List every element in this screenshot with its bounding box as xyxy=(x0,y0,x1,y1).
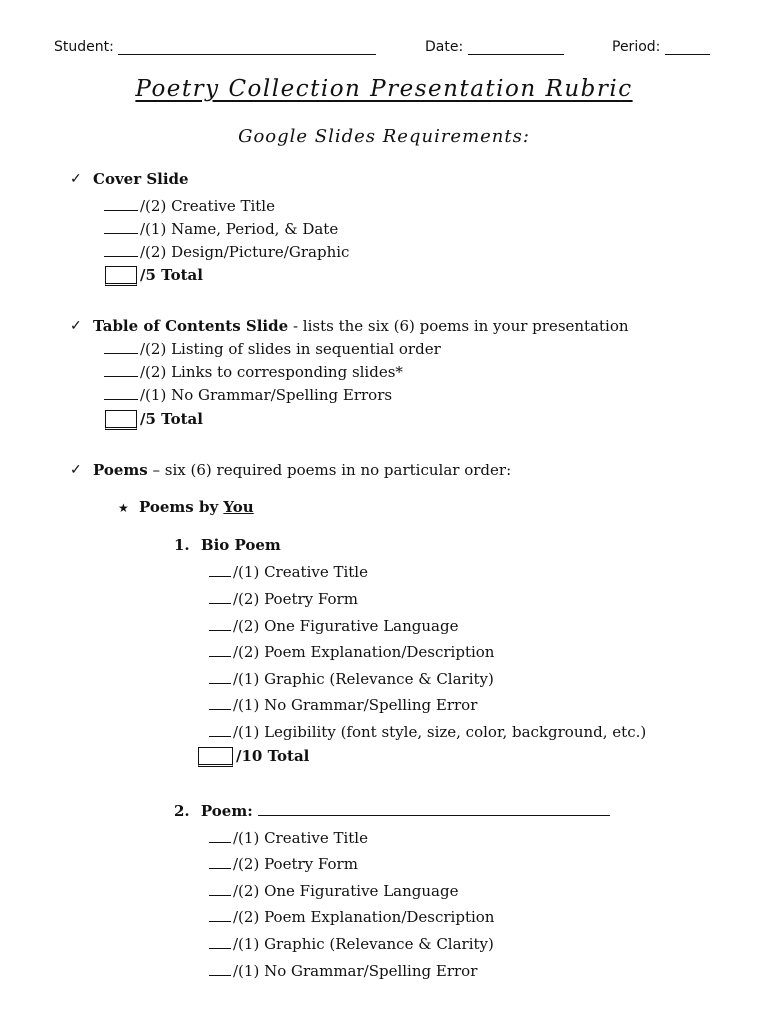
checkmark-icon: ✓ xyxy=(70,171,82,187)
total-text: /5 Total xyxy=(140,266,203,284)
score-blank[interactable] xyxy=(209,643,231,657)
checkmark-icon: ✓ xyxy=(70,318,82,334)
rubric-line-text: /(2) One Figurative Language xyxy=(233,617,459,635)
rubric-line xyxy=(104,243,349,261)
score-blank[interactable] xyxy=(209,962,231,976)
rubric-line-text: /(1) No Grammar/Spelling Errors xyxy=(140,386,393,404)
page-subtitle: Google Slides Requirements: xyxy=(238,126,530,147)
score-blank[interactable] xyxy=(104,363,138,377)
poems-description: – six (6) required poems in no particular order: xyxy=(147,461,512,479)
rubric-line-text: /(2) One Figurative Language xyxy=(233,882,459,900)
cover-slide-heading: Cover Slide xyxy=(93,170,189,188)
rubric-line xyxy=(209,723,646,741)
poem-number: 2. xyxy=(174,802,190,820)
rubric-line xyxy=(209,935,494,953)
rubric-line xyxy=(104,386,392,404)
score-blank[interactable] xyxy=(209,855,231,869)
score-blank[interactable] xyxy=(209,935,231,949)
rubric-line xyxy=(209,670,494,688)
score-blank[interactable] xyxy=(104,340,138,354)
poem-name: Bio Poem xyxy=(200,536,281,554)
rubric-line xyxy=(209,829,368,847)
score-blank[interactable] xyxy=(209,590,231,604)
page-title: Poetry Collection Presentation Rubric xyxy=(135,76,633,102)
rubric-line-text: /(1) No Grammar/Spelling Error xyxy=(233,696,478,714)
poems-heading-line xyxy=(93,461,511,479)
rubric-line xyxy=(104,363,403,381)
score-blank[interactable] xyxy=(209,696,231,710)
student-field[interactable] xyxy=(54,39,376,55)
date-field[interactable] xyxy=(425,39,564,55)
rubric-line xyxy=(209,563,368,581)
rubric-line-text: /(2) Poem Explanation/Description xyxy=(233,908,495,926)
rubric-line-text: /(2) Listing of slides in sequential order xyxy=(140,340,441,358)
rubric-line xyxy=(209,696,477,714)
toc-heading-line xyxy=(93,317,629,335)
checkmark-icon: ✓ xyxy=(70,462,82,478)
rubric-line-text: /(1) No Grammar/Spelling Error xyxy=(233,962,478,980)
toc-heading: Table of Contents Slide xyxy=(93,317,289,335)
total-line xyxy=(198,747,309,767)
total-box[interactable] xyxy=(105,266,137,286)
score-blank[interactable] xyxy=(104,243,138,257)
rubric-line-text: /(2) Poetry Form xyxy=(233,590,358,608)
rubric-line xyxy=(209,590,358,608)
rubric-line xyxy=(209,617,458,635)
rubric-line-text: /(1) Graphic (Relevance & Clarity) xyxy=(233,935,494,953)
rubric-line-text: /(2) Links to corresponding slides* xyxy=(140,363,403,381)
rubric-line xyxy=(104,197,275,215)
date-blank[interactable] xyxy=(468,40,564,55)
student-blank[interactable] xyxy=(118,40,376,55)
rubric-line-text: /(2) Poetry Form xyxy=(233,855,358,873)
score-blank[interactable] xyxy=(209,829,231,843)
rubric-line xyxy=(209,962,477,980)
score-blank[interactable] xyxy=(104,220,138,234)
total-line xyxy=(105,266,203,286)
rubric-line xyxy=(209,855,358,873)
poem-title-blank[interactable] xyxy=(258,802,610,816)
poem-number: 1. xyxy=(174,536,190,554)
score-blank[interactable] xyxy=(209,617,231,631)
rubric-line xyxy=(104,340,441,358)
total-text: /5 Total xyxy=(140,410,203,428)
rubric-line xyxy=(209,908,494,926)
total-box[interactable] xyxy=(198,747,233,767)
poem-1-heading xyxy=(174,536,281,554)
score-blank[interactable] xyxy=(104,386,138,400)
score-blank[interactable] xyxy=(209,563,231,577)
total-box[interactable] xyxy=(105,410,137,430)
score-blank[interactable] xyxy=(209,908,231,922)
poems-heading: Poems xyxy=(93,461,148,479)
rubric-line xyxy=(209,643,494,661)
rubric-line xyxy=(209,882,458,900)
period-field[interactable] xyxy=(612,39,710,55)
rubric-line-text: /(1) Graphic (Relevance & Clarity) xyxy=(233,670,494,688)
date-label: Date: xyxy=(425,39,464,55)
rubric-line-text: /(2) Poem Explanation/Description xyxy=(233,643,495,661)
rubric-line-text: /(1) Legibility (font style, size, color, background, etc.) xyxy=(233,723,647,741)
period-blank[interactable] xyxy=(665,40,710,55)
score-blank[interactable] xyxy=(209,670,231,684)
student-label: Student: xyxy=(54,39,114,55)
period-label: Period: xyxy=(612,39,661,55)
rubric-line-text: /(1) Creative Title xyxy=(233,563,368,581)
poems-by-you-heading xyxy=(139,498,254,516)
total-text: /10 Total xyxy=(236,747,310,765)
rubric-line-text: /(2) Design/Picture/Graphic xyxy=(140,243,350,261)
poem-2-heading xyxy=(174,802,610,820)
rubric-line xyxy=(104,220,338,238)
poems-by-you: You xyxy=(223,498,254,516)
score-blank[interactable] xyxy=(209,723,231,737)
poems-by-prefix: Poems by xyxy=(139,498,224,516)
star-icon: ★ xyxy=(118,501,129,515)
score-blank[interactable] xyxy=(209,882,231,896)
score-blank[interactable] xyxy=(104,197,138,211)
rubric-line-text: /(2) Creative Title xyxy=(140,197,275,215)
total-line xyxy=(105,410,203,430)
toc-description: - lists the six (6) poems in your presentation xyxy=(288,317,629,335)
poem-name: Poem: xyxy=(200,802,253,820)
rubric-line-text: /(1) Creative Title xyxy=(233,829,368,847)
rubric-line-text: /(1) Name, Period, & Date xyxy=(140,220,339,238)
